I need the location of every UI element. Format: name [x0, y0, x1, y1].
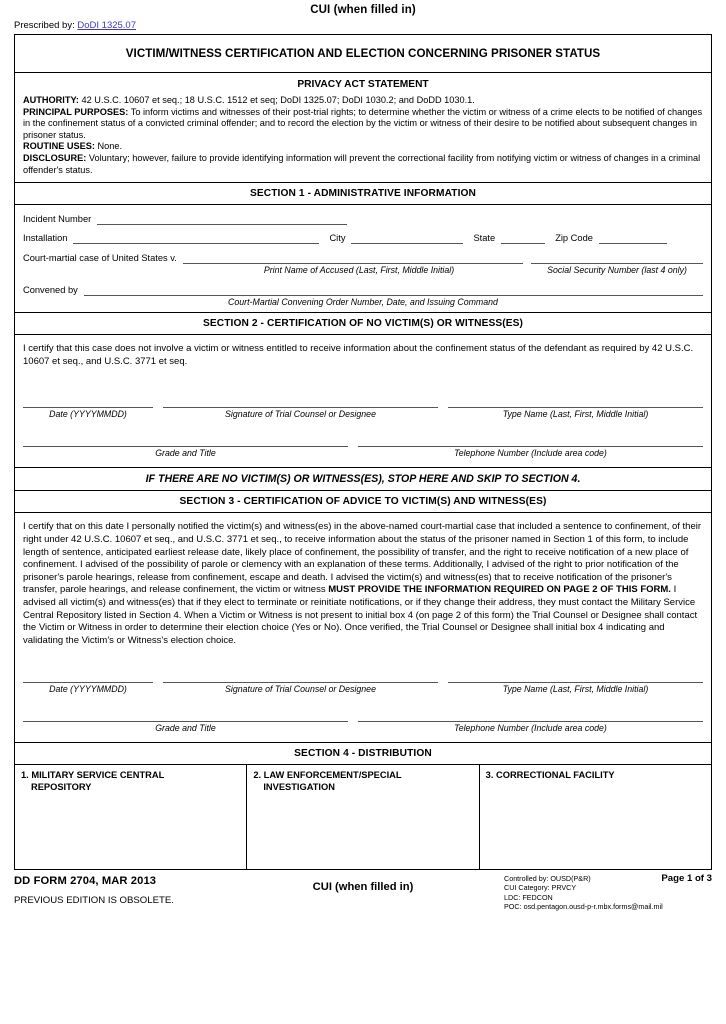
installation-input[interactable] [73, 230, 319, 244]
distribution-cell-3-line1: 3. CORRECTIONAL FACILITY [485, 770, 615, 781]
privacy-authority-line [23, 95, 703, 107]
s2-date-input[interactable] [23, 394, 153, 408]
section-2-sig-row-1 [23, 394, 703, 420]
convened-by-caption: Court-Martial Convening Order Number, Date, and Issuing Command [228, 297, 498, 308]
privacy-act-title: PRIVACY ACT STATEMENT [297, 79, 429, 90]
footer-cui-banner: CUI (when filled in) [312, 881, 414, 894]
privacy-disclosure-label: DISCLOSURE: [23, 152, 87, 163]
footer-form-id: DD FORM 2704, MAR 2013 [14, 875, 157, 888]
distribution-cell-1-line2: REPOSITORY [31, 781, 92, 792]
section-1-fields [15, 205, 711, 313]
convened-by-row [23, 282, 703, 296]
privacy-routine-line [23, 141, 703, 153]
distribution-cell-correctional-facility[interactable] [479, 765, 711, 869]
incident-number-label: Incident Number [23, 214, 92, 225]
court-martial-row [23, 250, 703, 264]
privacy-routine-label: ROUTINE USES: [23, 141, 95, 152]
s3-signature-caption: Signature of Trial Counsel or Designee [225, 684, 376, 695]
section-1-heading: SECTION 1 - ADMINISTRATIVE INFORMATION [15, 183, 711, 205]
section-4-heading: SECTION 4 - DISTRIBUTION [15, 742, 711, 765]
footer-previous-edition: PREVIOUS EDITION IS OBSOLETE. [14, 895, 174, 907]
accused-name-caption: Print Name of Accused (Last, First, Middle Initial) [263, 265, 455, 276]
footer-poc: POC: osd.pentagon.ousd-p-r.mbx.forms@mail.mil [504, 901, 663, 911]
s2-typename-caption: Type Name (Last, First, Middle Initial) [502, 409, 649, 420]
ssn-caption: Social Security Number (last 4 only) [547, 265, 687, 276]
privacy-authority-label: AUTHORITY: [23, 95, 79, 105]
dodi-reference-link[interactable]: DoDI 1325.07 [77, 20, 136, 31]
s2-signature-caption: Signature of Trial Counsel or Designee [225, 409, 376, 420]
incident-number-row [23, 211, 703, 225]
cui-top-banner: CUI (when filled in) [310, 4, 416, 16]
s3-date-input[interactable] [23, 669, 153, 683]
s3-phone-input[interactable] [358, 708, 703, 722]
s3-grade-caption: Grade and Title [155, 723, 216, 734]
s2-signature-input[interactable] [163, 394, 438, 408]
section-3-body-part2: I advised all victim(s) and witness(es) that if they elect to terminate or reinitiate notifications, or if they change their address, they must contact the Military Service Central Repository listed in Section 4. When a Victim or Witness is not present to initial box 4 (on page 2 of this form) the Trial Counsel or Designee shall contact the Victim or Witness in order to determine their election choice (Yes or No). Once verified, the Trial Counsel or Designee shall initial box 4 indicating and validating the Victim's or Witness's election choice. [23, 584, 698, 646]
s3-date-caption: Date (YYYYMMDD) [49, 684, 127, 695]
section-3-body-part1: I certify that on this date I personally notified the victim(s) and witness(es) in the above-named court-martial case that included a sentence to confinement, of their right under 42 U.S.C. 10607 et seq., and U.S.C. 3771 et seq., to receive information about the status of the prisoner named in Section 1 of this form, to include length of sentence, anticipated earliest release date, likely place of confinement, the possibility of transfer, and the right to receive notification of a new place of confinement. I advised of the possibility of parole or clemency with an explanation of these terms. Additionally, I advised of the right to prior notification of the prisoner's parole hearings, release from confinement, escape and death. I advised the victim(s) and witness(es) that to receive notification of the prisoner's transfer, parole hearings, and release confinement, the victim or witness [23, 521, 702, 596]
footer-cui-category: CUI Category: PRVCY [504, 883, 577, 893]
zip-input[interactable] [599, 230, 667, 244]
section-3-block [15, 513, 711, 742]
s3-signature-input[interactable] [163, 669, 438, 683]
section-4-distribution [15, 765, 711, 869]
zip-label: Zip Code [555, 233, 593, 244]
section-2-signature-block [15, 372, 711, 463]
s2-grade-caption: Grade and Title [155, 448, 216, 459]
distribution-cell-2-line1: 2. LAW ENFORCEMENT/SPECIAL [253, 770, 402, 781]
section-2-sig-row-2 [23, 433, 703, 459]
privacy-disclosure-line [23, 153, 703, 176]
state-label: State [473, 233, 496, 244]
court-martial-captions [23, 264, 703, 276]
city-input[interactable] [351, 230, 463, 244]
distribution-cell-military-repository[interactable] [15, 765, 246, 869]
convened-by-label: Convened by [23, 285, 78, 296]
s2-grade-input[interactable] [23, 433, 348, 447]
section-3-sig-row-1 [23, 669, 703, 695]
distribution-cell-law-enforcement[interactable] [246, 765, 478, 869]
s2-phone-caption: Telephone Number (Include area code) [454, 448, 607, 459]
prescribed-by-label: Prescribed by: [14, 20, 75, 31]
s3-typename-caption: Type Name (Last, First, Middle Initial) [502, 684, 649, 695]
stop-notice-bar: IF THERE ARE NO VICTIM(S) OR WITNESS(ES), STOP HERE AND SKIP TO SECTION 4. [15, 467, 711, 491]
installation-row [23, 230, 703, 244]
section-3-sig-row-2 [23, 708, 703, 734]
s2-typename-input[interactable] [448, 394, 703, 408]
s3-phone-caption: Telephone Number (Include area code) [454, 723, 607, 734]
footer-controlled-by: Controlled by: OUSD(P&R) [504, 874, 591, 884]
privacy-disclosure-text: Voluntary; however, failure to provide identifying information will prevent the correctional facility from notifying victim or witness of changes in a criminal offender's status. [23, 152, 701, 175]
court-martial-label: Court-martial case of United States v. [23, 253, 177, 264]
page-footer [14, 870, 712, 921]
incident-number-input[interactable] [97, 211, 347, 225]
section-3-heading: SECTION 3 - CERTIFICATION OF ADVICE TO VICTIM(S) AND WITNESS(ES) [15, 491, 711, 513]
accused-name-input[interactable] [183, 250, 523, 264]
privacy-principal-text: To inform victims and witnesses of their post-trial rights; to determine whether the victim or witness of a crime elects to be notified of changes in the confinement status of a convicted criminal offender; and to record the election by the victim or witness of their desire to be notified about subsequent changes in prisoner status. [23, 106, 703, 140]
installation-label: Installation [23, 233, 68, 244]
footer-right [504, 874, 712, 911]
footer-ldc: LDC: FEDCON [504, 892, 553, 902]
ssn-last4-input[interactable] [531, 250, 703, 264]
section-3-body [15, 513, 711, 651]
section-2-heading: SECTION 2 - CERTIFICATION OF NO VICTIM(S) OR WITNESS(ES) [15, 313, 711, 335]
s2-date-caption: Date (YYYYMMDD) [49, 409, 127, 420]
prescribed-by-line [14, 16, 712, 34]
footer-page-number: Page 1 of 3 [661, 873, 712, 885]
privacy-authority-text: 42 U.S.C. 10607 et seq.; 18 U.S.C. 1512 et seq; DoDI 1325.07; DoDI 1030.2; and DoDD 1030.1. [81, 95, 475, 105]
city-label: City [329, 233, 346, 244]
privacy-act-body [15, 95, 711, 182]
section-2-block [15, 335, 711, 467]
convened-by-input[interactable] [84, 282, 703, 296]
privacy-principal-label: PRINCIPAL PURPOSES: [23, 106, 129, 117]
distribution-cell-1-line1: 1. MILITARY SERVICE CENTRAL [21, 770, 165, 781]
privacy-act-block [15, 73, 711, 183]
section-3-signature-block [15, 651, 711, 738]
privacy-routine-text: None. [97, 141, 123, 152]
s2-phone-input[interactable] [358, 433, 703, 447]
state-input[interactable] [501, 230, 545, 244]
section-2-body: I certify that this case does not involve a victim or witness entitled to receive information about the confinement status of the defendant as required by 42 U.S.C. 10607 et seq., and U.S.C. 3771 et seq. [23, 343, 694, 367]
privacy-principal-line [23, 107, 703, 142]
form-body [14, 34, 712, 870]
section-3-body-bold: MUST PROVIDE THE INFORMATION REQUIRED ON PAGE 2 OF THIS FORM. [328, 584, 671, 596]
s3-grade-input[interactable] [23, 708, 348, 722]
form-title: VICTIM/WITNESS CERTIFICATION AND ELECTION CONCERNING PRISONER STATUS [15, 35, 711, 73]
distribution-cell-2-line2: INVESTIGATION [263, 781, 335, 792]
s3-typename-input[interactable] [448, 669, 703, 683]
